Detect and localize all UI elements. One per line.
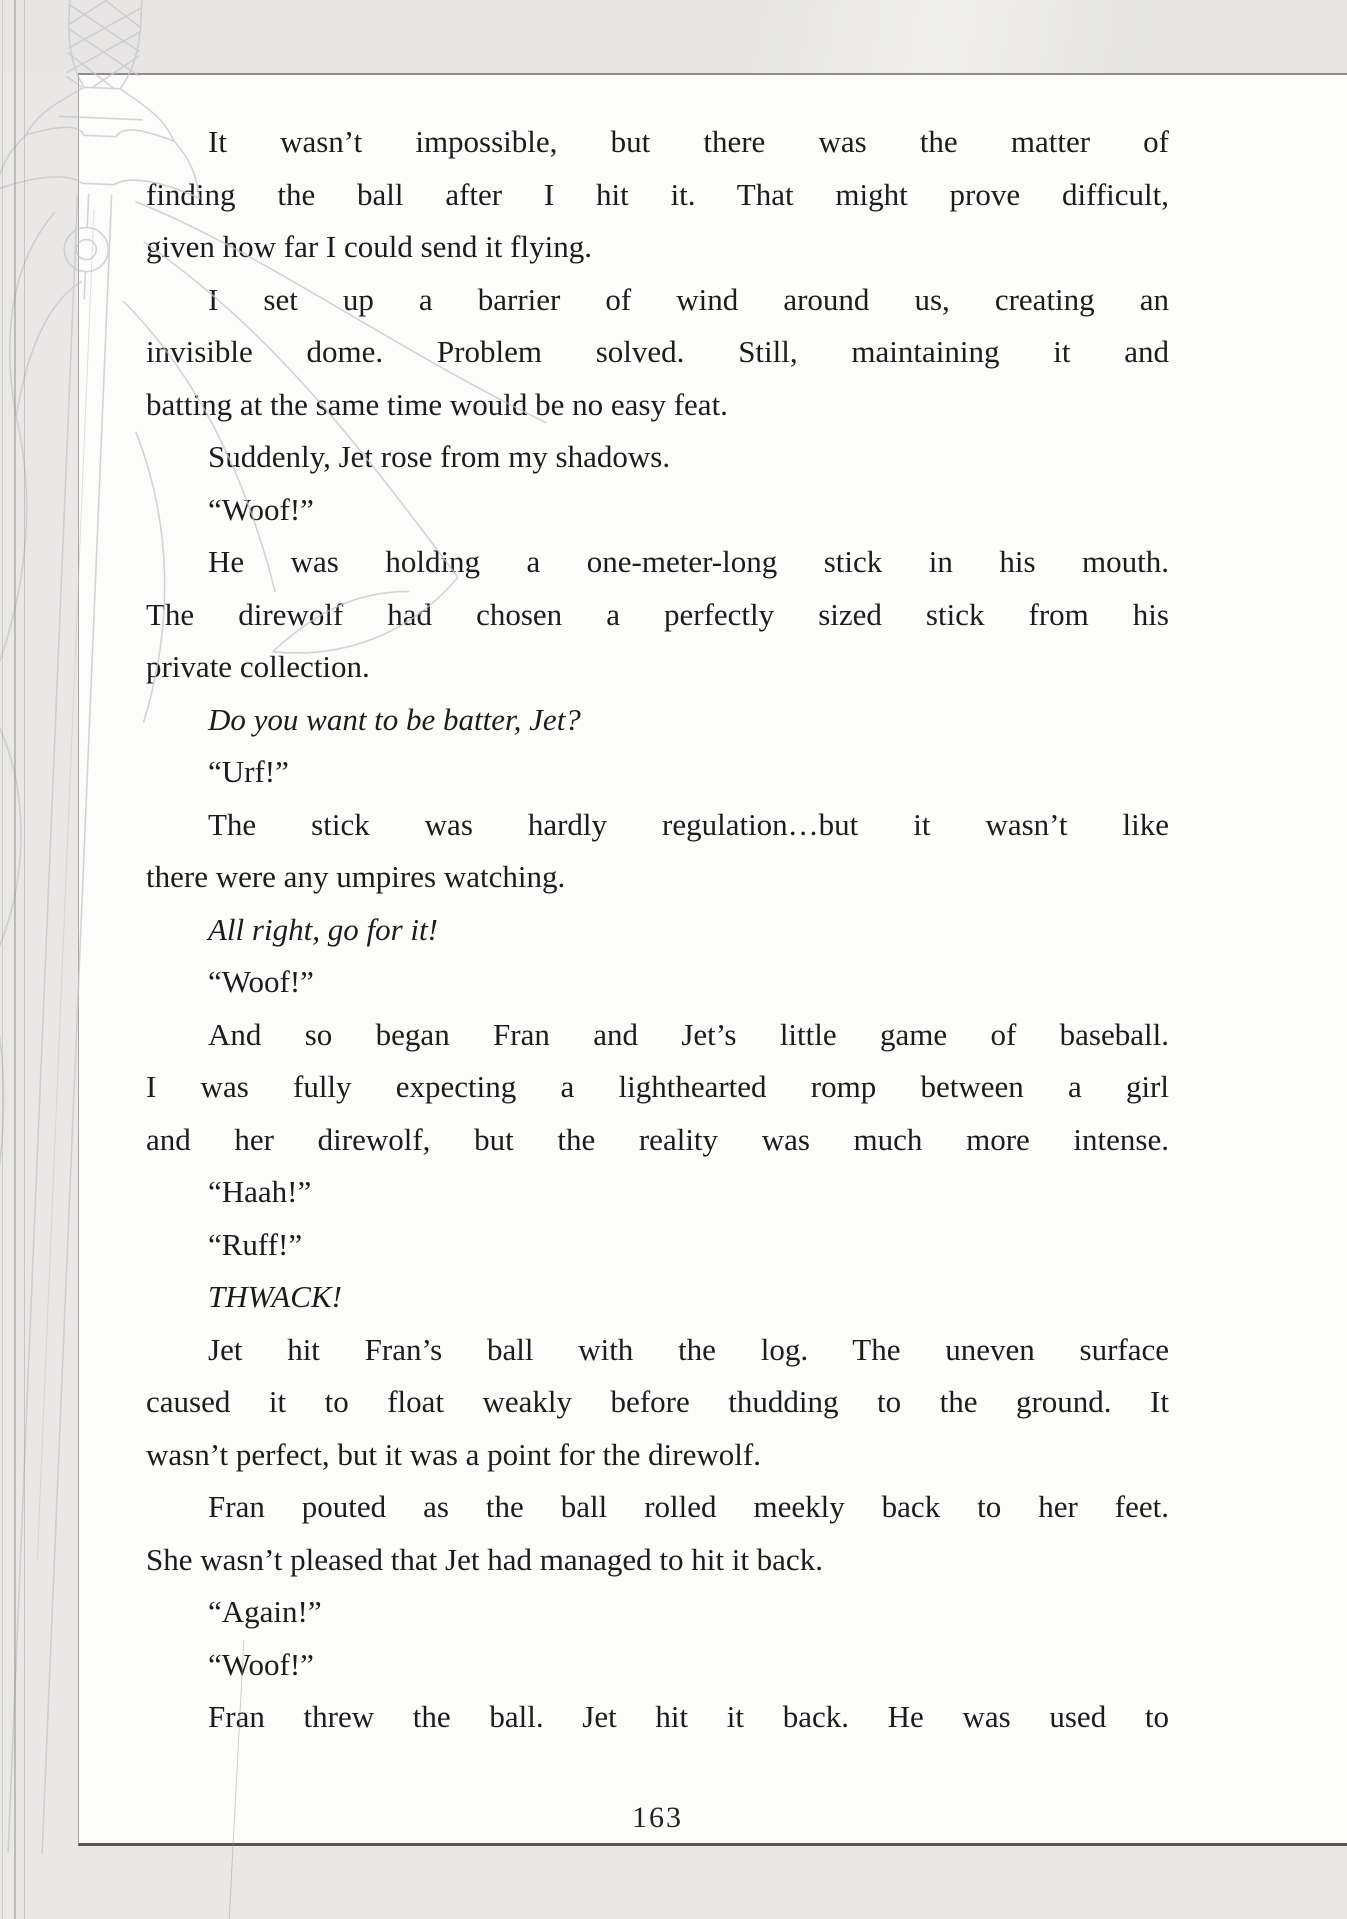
text-line: Suddenly, Jet rose from my shadows. — [208, 439, 671, 474]
text-line: invisible dome. Problem solved. Still, maintaining it and — [146, 334, 1169, 369]
text-line: given how far I could send it flying. — [146, 229, 592, 264]
text-line: “Woof!” — [208, 1646, 314, 1682]
crease-line — [2, 0, 3, 1919]
page-text — [146, 116, 1169, 1744]
text-line: finding the ball after I hit it. That might prove difficult, — [146, 176, 1169, 212]
crease-line — [14, 0, 16, 1919]
text-line: wasn’t perfect, but it was a point for the direwolf. — [146, 1436, 761, 1472]
text-line: I set up a barrier of wind around us, creating an — [208, 281, 1169, 317]
text-line: And so began Fran and Jet’s little game of baseball. — [208, 1016, 1169, 1052]
text-line: “Woof!” — [208, 964, 314, 999]
text-line: batting at the same time would be no easy feat. — [146, 386, 728, 422]
page-number: 163 — [632, 1801, 683, 1834]
text-line: He was holding a one-meter-long stick in his mouth. — [208, 544, 1169, 579]
text-line: THWACK! — [208, 1279, 342, 1314]
text-line: “Again!” — [208, 1594, 322, 1629]
text-line: “Urf!” — [208, 754, 289, 789]
crease-line — [24, 0, 25, 1919]
text-line: All right, go for it! — [208, 911, 438, 947]
text-line: Do you want to be batter, Jet? — [208, 701, 581, 737]
text-line: “Ruff!” — [208, 1226, 303, 1262]
text-line: Fran pouted as the ball rolled meekly back to her feet. — [208, 1489, 1169, 1524]
text-line: The stick was hardly regulation…but it wasn’t like — [208, 806, 1169, 842]
text-line: I was fully expecting a lighthearted romp between a girl — [146, 1069, 1169, 1104]
text-line: The direwolf had chosen a perfectly sized stick from his — [146, 596, 1169, 632]
text-line: caused it to float weakly before thudding to the ground. It — [146, 1384, 1169, 1419]
text-line: and her direwolf, but the reality was much more intense. — [146, 1121, 1169, 1157]
text-line: there were any umpires watching. — [146, 859, 566, 894]
text-line: It wasn’t impossible, but there was the matter of — [208, 124, 1169, 159]
text-line: She wasn’t pleased that Jet had managed to hit it back. — [146, 1541, 823, 1577]
text-line: Jet hit Fran’s ball with the log. The uneven surface — [208, 1331, 1169, 1367]
text-line: Fran threw the ball. Jet hit it back. He was used to — [208, 1699, 1169, 1734]
text-line: “Woof!” — [208, 491, 314, 527]
text-line: “Haah!” — [208, 1174, 312, 1209]
text-line: private collection. — [146, 649, 370, 684]
book-page — [78, 73, 1347, 1846]
